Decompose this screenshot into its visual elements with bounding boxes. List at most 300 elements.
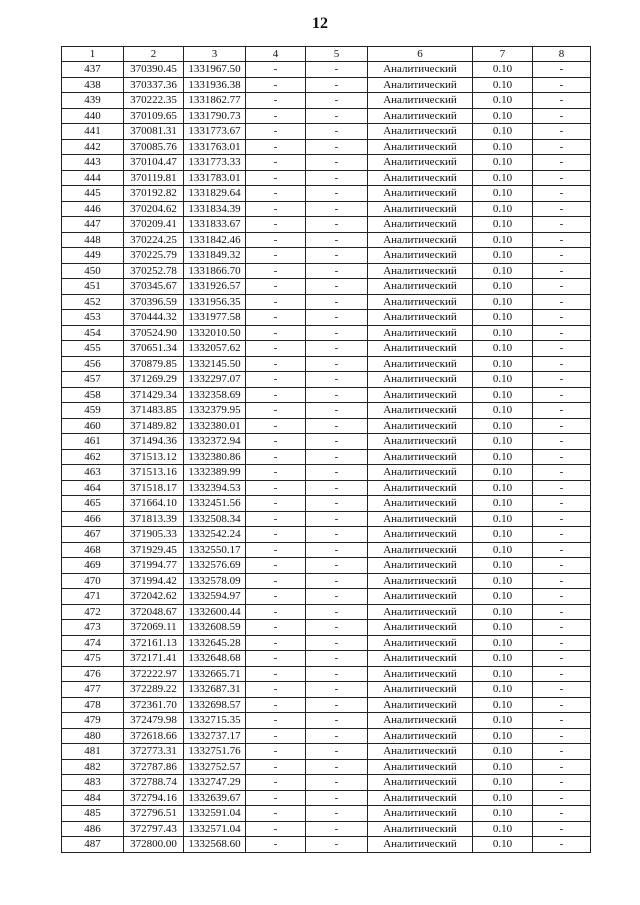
table-cell: 457	[62, 372, 124, 388]
table-cell: -	[306, 511, 368, 527]
table-cell: 0.10	[473, 93, 533, 109]
table-cell: 469	[62, 558, 124, 574]
table-cell: 1331977.58	[184, 310, 246, 326]
table-cell: Аналитический	[368, 790, 473, 806]
table-cell: 371664.10	[124, 496, 184, 512]
table-cell: -	[533, 790, 591, 806]
table-row	[62, 821, 591, 837]
table-cell: -	[246, 728, 306, 744]
table-cell: -	[533, 248, 591, 264]
table-cell: -	[306, 77, 368, 93]
column-header: 8	[533, 47, 591, 62]
table-cell: -	[246, 62, 306, 78]
table-cell: Аналитический	[368, 542, 473, 558]
table-cell: 0.10	[473, 186, 533, 202]
table-row	[62, 620, 591, 636]
table-cell: 0.10	[473, 248, 533, 264]
table-cell: 0.10	[473, 263, 533, 279]
table-cell: 372788.74	[124, 775, 184, 791]
table-cell: 1332737.17	[184, 728, 246, 744]
table-cell: -	[533, 232, 591, 248]
table-cell: 371929.45	[124, 542, 184, 558]
table-cell: 1332600.44	[184, 604, 246, 620]
table-cell: 372048.67	[124, 604, 184, 620]
table-row	[62, 279, 591, 295]
table-cell: 462	[62, 449, 124, 465]
table-cell: 370222.35	[124, 93, 184, 109]
table-cell: Аналитический	[368, 806, 473, 822]
table-row	[62, 558, 591, 574]
table-row	[62, 124, 591, 140]
table-cell: -	[306, 279, 368, 295]
table-cell: -	[306, 232, 368, 248]
table-cell: 370104.47	[124, 155, 184, 171]
table-cell: -	[306, 573, 368, 589]
table-cell: -	[306, 682, 368, 698]
table-cell: -	[246, 744, 306, 760]
table-cell: Аналитический	[368, 418, 473, 434]
table-cell: -	[246, 372, 306, 388]
table-row	[62, 434, 591, 450]
table-cell: Аналитический	[368, 279, 473, 295]
table-cell: 372794.16	[124, 790, 184, 806]
table-cell: -	[306, 62, 368, 78]
table-cell: -	[306, 294, 368, 310]
table-cell: -	[246, 263, 306, 279]
table-cell: -	[306, 155, 368, 171]
table-cell: -	[533, 837, 591, 853]
table-cell: 371513.16	[124, 465, 184, 481]
table-cell: -	[306, 666, 368, 682]
table-cell: 371813.39	[124, 511, 184, 527]
table-cell: -	[246, 620, 306, 636]
table-cell: 370337.36	[124, 77, 184, 93]
table-cell: -	[246, 759, 306, 775]
table-cell: -	[533, 403, 591, 419]
table-cell: 371513.12	[124, 449, 184, 465]
table-cell: -	[306, 651, 368, 667]
table-cell: -	[246, 790, 306, 806]
table-cell: 1332010.50	[184, 325, 246, 341]
table-cell: -	[306, 759, 368, 775]
table-cell: -	[533, 372, 591, 388]
table-cell: -	[246, 496, 306, 512]
table-cell: 0.10	[473, 62, 533, 78]
table-cell: 1331849.32	[184, 248, 246, 264]
table-cell: 0.10	[473, 387, 533, 403]
table-cell: 371429.34	[124, 387, 184, 403]
table-cell: Аналитический	[368, 434, 473, 450]
table-row	[62, 62, 591, 78]
table-cell: 1332297.07	[184, 372, 246, 388]
table-cell: 0.10	[473, 542, 533, 558]
table-cell: 0.10	[473, 480, 533, 496]
column-header: 3	[184, 47, 246, 62]
table-cell: 471	[62, 589, 124, 605]
table-cell: -	[533, 620, 591, 636]
table-cell: -	[246, 356, 306, 372]
table-cell: 0.10	[473, 372, 533, 388]
table-cell: 370396.59	[124, 294, 184, 310]
table-cell: -	[533, 511, 591, 527]
table-cell: 476	[62, 666, 124, 682]
table-cell: Аналитический	[368, 77, 473, 93]
table-cell: 0.10	[473, 310, 533, 326]
table-cell: Аналитический	[368, 728, 473, 744]
table-cell: 372773.31	[124, 744, 184, 760]
table-cell: -	[246, 573, 306, 589]
table-cell: 455	[62, 341, 124, 357]
table-cell: 1331773.67	[184, 124, 246, 140]
table-cell: 1332751.76	[184, 744, 246, 760]
table-cell: -	[246, 775, 306, 791]
table-cell: Аналитический	[368, 93, 473, 109]
table-cell: -	[306, 124, 368, 140]
table-cell: Аналитический	[368, 356, 473, 372]
table-cell: Аналитический	[368, 139, 473, 155]
table-cell: 1331936.38	[184, 77, 246, 93]
table-row	[62, 403, 591, 419]
table-cell: -	[246, 542, 306, 558]
table-cell: 371489.82	[124, 418, 184, 434]
table-cell: -	[246, 635, 306, 651]
table-row	[62, 325, 591, 341]
table-cell: -	[246, 139, 306, 155]
table-cell: Аналитический	[368, 170, 473, 186]
table-row	[62, 449, 591, 465]
table-row	[62, 604, 591, 620]
table-cell: 439	[62, 93, 124, 109]
table-cell: 440	[62, 108, 124, 124]
table-cell: 0.10	[473, 449, 533, 465]
table-cell: -	[306, 248, 368, 264]
table-cell: -	[246, 666, 306, 682]
table-cell: 370224.25	[124, 232, 184, 248]
table-cell: -	[246, 589, 306, 605]
table-cell: Аналитический	[368, 62, 473, 78]
table-row	[62, 589, 591, 605]
table-cell: 0.10	[473, 434, 533, 450]
table-cell: -	[246, 186, 306, 202]
table-row	[62, 93, 591, 109]
table-cell: -	[533, 294, 591, 310]
table-cell: Аналитический	[368, 527, 473, 543]
table-cell: 1332578.09	[184, 573, 246, 589]
table-cell: -	[246, 217, 306, 233]
table-cell: Аналитический	[368, 651, 473, 667]
table-cell: -	[533, 759, 591, 775]
table-cell: Аналитический	[368, 294, 473, 310]
table-cell: 442	[62, 139, 124, 155]
table-cell: 370390.45	[124, 62, 184, 78]
table-cell: 1332379.95	[184, 403, 246, 419]
table-row	[62, 356, 591, 372]
table-row	[62, 759, 591, 775]
column-header: 6	[368, 47, 473, 62]
table-cell: 370109.65	[124, 108, 184, 124]
table-row	[62, 666, 591, 682]
table-cell: Аналитический	[368, 620, 473, 636]
table-cell: 370192.82	[124, 186, 184, 202]
table-cell: 370444.32	[124, 310, 184, 326]
table-cell: Аналитический	[368, 697, 473, 713]
table-cell: Аналитический	[368, 759, 473, 775]
table-cell: Аналитический	[368, 248, 473, 264]
table-cell: 1332380.86	[184, 449, 246, 465]
table-cell: 1332571.04	[184, 821, 246, 837]
table-cell: -	[306, 108, 368, 124]
table-cell: Аналитический	[368, 449, 473, 465]
table-cell: 372800.00	[124, 837, 184, 853]
table-cell: 1331862.77	[184, 93, 246, 109]
table-cell: 371994.42	[124, 573, 184, 589]
table-cell: 450	[62, 263, 124, 279]
table-cell: 473	[62, 620, 124, 636]
table-cell: 1331833.67	[184, 217, 246, 233]
table-cell: 480	[62, 728, 124, 744]
table-cell: -	[533, 325, 591, 341]
table-cell: 443	[62, 155, 124, 171]
table-cell: -	[306, 372, 368, 388]
table-cell: -	[306, 620, 368, 636]
table-cell: -	[246, 418, 306, 434]
table-row	[62, 186, 591, 202]
table-cell: -	[246, 465, 306, 481]
table-cell: 372069.11	[124, 620, 184, 636]
table-cell: -	[246, 124, 306, 140]
table-cell: 371518.17	[124, 480, 184, 496]
table-cell: Аналитический	[368, 387, 473, 403]
table-cell: -	[246, 170, 306, 186]
table-cell: 1332665.71	[184, 666, 246, 682]
table-cell: 1331773.33	[184, 155, 246, 171]
table-cell: 372171.41	[124, 651, 184, 667]
table-cell: -	[306, 480, 368, 496]
table-cell: 1332389.99	[184, 465, 246, 481]
table-cell: Аналитический	[368, 325, 473, 341]
table-cell: 0.10	[473, 573, 533, 589]
table-row	[62, 775, 591, 791]
table-cell: 372161.13	[124, 635, 184, 651]
table-row	[62, 573, 591, 589]
table-row	[62, 217, 591, 233]
table-cell: -	[306, 713, 368, 729]
table-cell: 1332380.01	[184, 418, 246, 434]
table-cell: 1331956.35	[184, 294, 246, 310]
table-cell: 1332752.57	[184, 759, 246, 775]
table-cell: Аналитический	[368, 511, 473, 527]
table-cell: 1331842.46	[184, 232, 246, 248]
table-cell: -	[533, 542, 591, 558]
table-cell: -	[246, 310, 306, 326]
table-cell: -	[306, 263, 368, 279]
table-cell: 1332145.50	[184, 356, 246, 372]
table-cell: -	[306, 449, 368, 465]
table-cell: -	[533, 124, 591, 140]
table-cell: 0.10	[473, 806, 533, 822]
table-cell: 372618.66	[124, 728, 184, 744]
table-cell: 0.10	[473, 589, 533, 605]
table-cell: Аналитический	[368, 155, 473, 171]
table-cell: 0.10	[473, 201, 533, 217]
table-cell: -	[306, 434, 368, 450]
table-cell: 370252.78	[124, 263, 184, 279]
table-cell: 1331926.57	[184, 279, 246, 295]
table-cell: -	[306, 496, 368, 512]
table-cell: 0.10	[473, 294, 533, 310]
table-cell: -	[246, 325, 306, 341]
table-cell: Аналитический	[368, 558, 473, 574]
table-cell: -	[246, 604, 306, 620]
table-cell: -	[246, 294, 306, 310]
table-cell: -	[533, 635, 591, 651]
column-header: 1	[62, 47, 124, 62]
table-cell: 0.10	[473, 744, 533, 760]
table-cell: 1332608.59	[184, 620, 246, 636]
table-cell: Аналитический	[368, 589, 473, 605]
table-cell: 475	[62, 651, 124, 667]
table-cell: 461	[62, 434, 124, 450]
table-cell: 0.10	[473, 728, 533, 744]
table-cell: -	[306, 325, 368, 341]
table-row	[62, 418, 591, 434]
table-cell: -	[306, 170, 368, 186]
table-cell: 371269.29	[124, 372, 184, 388]
table-cell: 0.10	[473, 511, 533, 527]
table-cell: 0.10	[473, 403, 533, 419]
table-cell: 478	[62, 697, 124, 713]
table-cell: -	[306, 821, 368, 837]
table-row	[62, 155, 591, 171]
table-cell: -	[246, 403, 306, 419]
table-cell: -	[306, 697, 368, 713]
table-cell: 487	[62, 837, 124, 853]
table-cell: Аналитический	[368, 573, 473, 589]
table-cell: -	[306, 139, 368, 155]
table-cell: 445	[62, 186, 124, 202]
table-row	[62, 542, 591, 558]
table-cell: 370879.85	[124, 356, 184, 372]
table-cell: Аналитический	[368, 108, 473, 124]
table-cell: Аналитический	[368, 837, 473, 853]
table-cell: 371905.33	[124, 527, 184, 543]
table-cell: -	[533, 604, 591, 620]
table-cell: -	[533, 806, 591, 822]
column-header: 5	[306, 47, 368, 62]
table-cell: -	[306, 418, 368, 434]
table-cell: -	[533, 666, 591, 682]
column-header: 2	[124, 47, 184, 62]
table-cell: 0.10	[473, 496, 533, 512]
table-cell: 1332550.17	[184, 542, 246, 558]
table-cell: Аналитический	[368, 666, 473, 682]
table-cell: 0.10	[473, 418, 533, 434]
table-cell: 372796.51	[124, 806, 184, 822]
table-cell: -	[306, 542, 368, 558]
column-header: 7	[473, 47, 533, 62]
table-cell: 370204.62	[124, 201, 184, 217]
table-cell: 1331834.39	[184, 201, 246, 217]
table-cell: 474	[62, 635, 124, 651]
table-cell: -	[306, 310, 368, 326]
table-row	[62, 682, 591, 698]
table-cell: 372787.86	[124, 759, 184, 775]
table-cell: -	[246, 232, 306, 248]
table-cell: -	[533, 418, 591, 434]
table-cell: 0.10	[473, 341, 533, 357]
table-cell: Аналитический	[368, 635, 473, 651]
table-cell: -	[533, 263, 591, 279]
table-cell: -	[306, 775, 368, 791]
table-cell: 1332057.62	[184, 341, 246, 357]
table-cell: 437	[62, 62, 124, 78]
coordinates-table	[61, 46, 591, 853]
table-cell: 479	[62, 713, 124, 729]
table-cell: 0.10	[473, 325, 533, 341]
table-cell: -	[246, 93, 306, 109]
table-cell: 466	[62, 511, 124, 527]
table-cell: 438	[62, 77, 124, 93]
table-cell: -	[246, 837, 306, 853]
table-cell: 1332715.35	[184, 713, 246, 729]
table-row	[62, 635, 591, 651]
table-cell: -	[306, 186, 368, 202]
table-cell: -	[306, 589, 368, 605]
table-cell: 0.10	[473, 356, 533, 372]
table-cell: -	[533, 310, 591, 326]
table-cell: -	[246, 682, 306, 698]
table-cell: 446	[62, 201, 124, 217]
table-cell: -	[533, 697, 591, 713]
table-row	[62, 713, 591, 729]
table-cell: -	[533, 341, 591, 357]
table-cell: -	[533, 821, 591, 837]
table-cell: Аналитический	[368, 496, 473, 512]
table-cell: 468	[62, 542, 124, 558]
table-cell: -	[533, 201, 591, 217]
table-cell: 486	[62, 821, 124, 837]
table-cell: 0.10	[473, 697, 533, 713]
table-cell: 1332508.34	[184, 511, 246, 527]
table-cell: -	[533, 744, 591, 760]
table-cell: 463	[62, 465, 124, 481]
table-cell: 444	[62, 170, 124, 186]
table-row	[62, 170, 591, 186]
table-cell: -	[306, 93, 368, 109]
table-cell: -	[533, 387, 591, 403]
header-row	[62, 47, 591, 62]
table-cell: Аналитический	[368, 713, 473, 729]
table-cell: -	[533, 713, 591, 729]
table-row	[62, 837, 591, 853]
table-cell: 371494.36	[124, 434, 184, 450]
table-cell: Аналитический	[368, 821, 473, 837]
table-cell: 1332394.53	[184, 480, 246, 496]
table-cell: -	[246, 341, 306, 357]
table-cell: 372222.97	[124, 666, 184, 682]
table-cell: -	[246, 480, 306, 496]
table-cell: 371994.77	[124, 558, 184, 574]
table-cell: -	[533, 573, 591, 589]
table-cell: 0.10	[473, 465, 533, 481]
table-cell: 1331763.01	[184, 139, 246, 155]
table-cell: -	[533, 496, 591, 512]
table-cell: 0.10	[473, 232, 533, 248]
table-cell: Аналитический	[368, 186, 473, 202]
table-cell: -	[306, 806, 368, 822]
table-cell: -	[533, 480, 591, 496]
table-cell: 1331783.01	[184, 170, 246, 186]
